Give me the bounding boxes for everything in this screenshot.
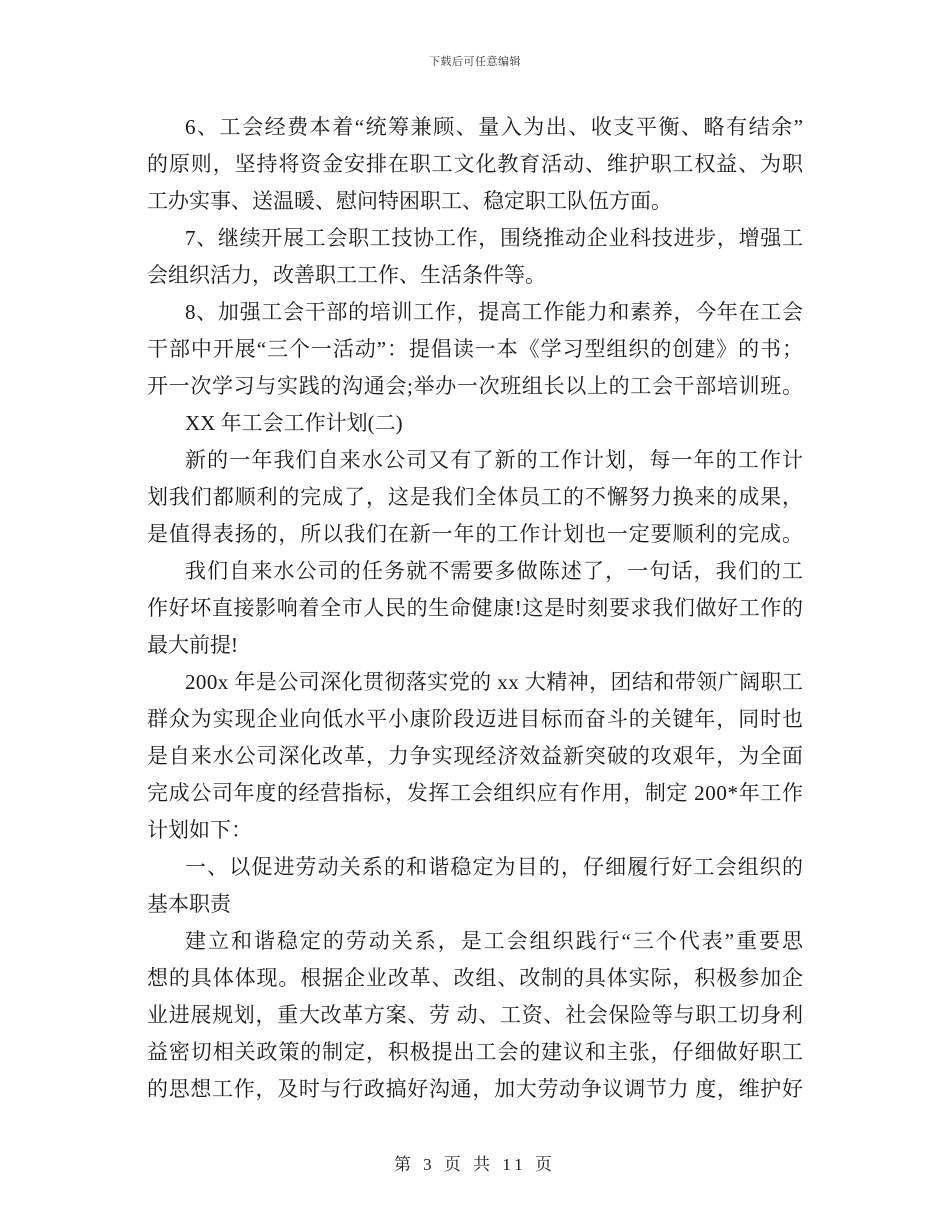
paragraph — [147, 442, 803, 553]
paragraph — [147, 664, 803, 849]
text-line: 工办实事、送温暖、慰问特困职工、稳定职工队伍方面。 — [147, 189, 672, 213]
page-number-footer: 第 3 页 共 11 页 — [393, 1155, 557, 1174]
text-line: 计划如下： — [147, 818, 252, 842]
text-line: 干部中开展“三个一活动”：提倡读一本《学习型组织的创建》的书； — [147, 337, 804, 361]
text-line: 想的具体体现。根据企业改革、改组、改制的具体实际，积极参加企 — [147, 966, 804, 990]
text-line: 业进展规划，重大改革方案、劳 动、工资、社会保险等与职工切身利 — [147, 1003, 804, 1027]
paragraph — [147, 405, 803, 442]
text-line: 是值得表扬的，所以我们在新一年的工作计划也一定要顺利的完成。 — [147, 522, 804, 546]
text-line: 开一次学习与实践的沟通会;举办一次班组长以上的工会干部培训班。 — [147, 374, 804, 398]
page-header-note: 下载后可任意编辑 — [429, 56, 521, 68]
text-line: 6、工会经费本着“统筹兼顾、量入为出、收支平衡、略有结余” — [185, 115, 805, 139]
text-line: 建立和谐稳定的劳动关系，是工会组织践行“三个代表”重要思 — [185, 929, 805, 953]
text-line: 会组织活力，改善职工工作、生活条件等。 — [147, 263, 546, 287]
paragraph — [147, 220, 803, 294]
text-line: 群众为实现企业向低水平小康阶段迈进目标而奋斗的关键年，同时也 — [147, 707, 804, 731]
text-line: 7、继续开展工会职工技协工作，围绕推动企业科技进步，增强工 — [185, 226, 804, 250]
text-line: 益密切相关政策的制定，积极提出工会的建议和主张，仔细做好职工 — [147, 1040, 804, 1064]
text-line: 我们自来水公司的任务就不需要多做陈述了，一句话，我们的工 — [185, 559, 805, 583]
text-line: 200x 年是公司深化贯彻落实党的 xx 大精神，团结和带领广阔职工 — [185, 670, 804, 694]
text-line: 一、以促进劳动关系的和谐稳定为目的，仔细履行好工会组织的 — [185, 855, 805, 879]
text-line: 基本职责 — [147, 892, 231, 916]
text-line: 最大前提! — [147, 633, 238, 657]
text-line: 的思想工作，及时与行政搞好沟通，加大劳动争议调节力 度，维护好 — [147, 1077, 804, 1101]
text-line: 是自来水公司深化改革，力争实现经济效益新突破的攻艰年，为全面 — [147, 744, 804, 768]
paragraph — [147, 553, 803, 664]
text-line: 划我们都顺利的完成了，这是我们全体员工的不懈努力换来的成果， — [147, 485, 804, 509]
paragraph — [147, 109, 803, 220]
text-line: 新的一年我们自来水公司又有了新的工作计划，每一年的工作计 — [185, 448, 805, 472]
text-line: 作好坏直接影响着全市人民的生命健康!这是时刻要求我们做好工作的 — [147, 596, 804, 620]
paragraph — [147, 849, 803, 923]
document-body — [147, 109, 803, 1108]
text-line: 的原则，坚持将资金安排在职工文化教育活动、维护职工权益、为职 — [147, 152, 804, 176]
text-line: 8、加强工会干部的培训工作，提高工作能力和素养，今年在工会 — [185, 300, 804, 324]
paragraph — [147, 294, 803, 405]
paragraph — [147, 923, 803, 1108]
text-line: 完成公司年度的经营指标，发挥工会组织应有作用，制定 200*年工作 — [147, 781, 804, 805]
text-line: XX 年工会工作计划(二) — [185, 411, 403, 435]
